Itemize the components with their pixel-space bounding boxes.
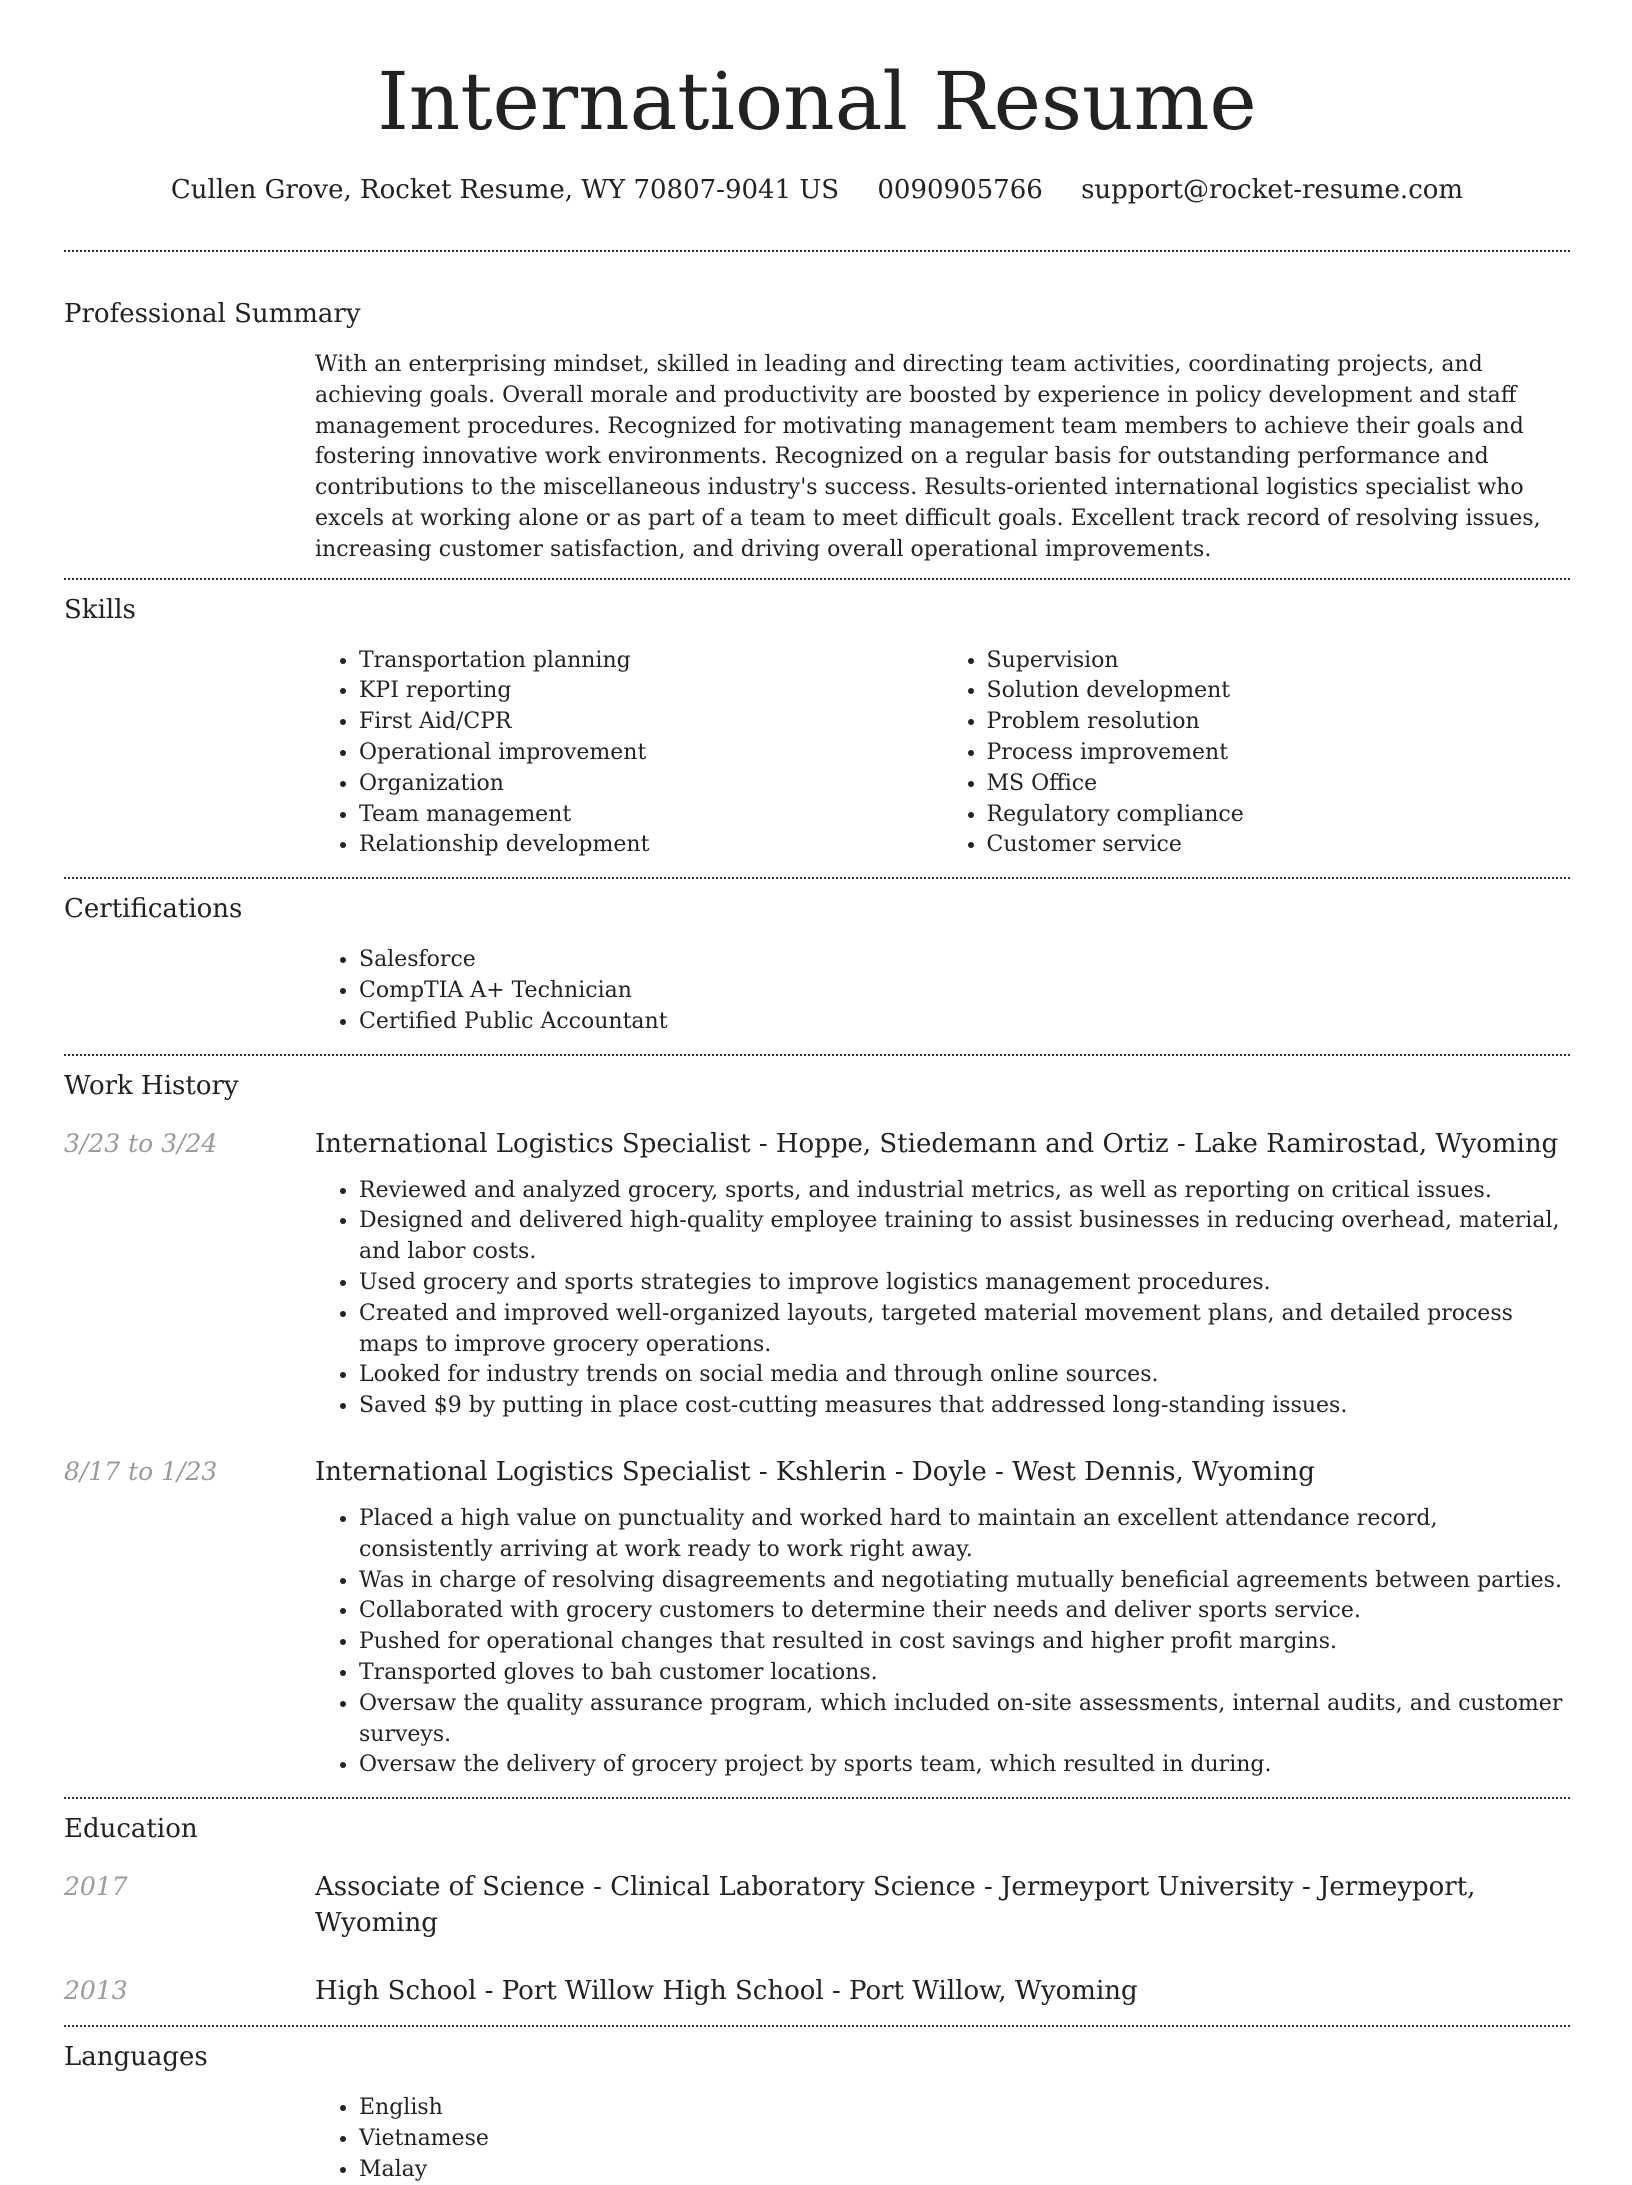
skill-item: • Problem resolution bbox=[987, 707, 1571, 738]
education-year: 2017 bbox=[64, 1872, 128, 1902]
skill-item: • KPI reporting bbox=[359, 676, 943, 707]
job-bullet: • Created and improved well-organized layouts, targeted material movement plans, and detailed process maps to improve grocery operations. bbox=[359, 1299, 1570, 1361]
skill-item: • Transportation planning bbox=[359, 646, 943, 677]
skill-item: • First Aid/CPR bbox=[359, 707, 943, 738]
certification-item: • Salesforce bbox=[359, 945, 1570, 976]
language-item: • Malay bbox=[359, 2155, 1570, 2185]
languages-heading: Languages bbox=[64, 2042, 208, 2073]
certifications-heading: Certifications bbox=[64, 894, 243, 925]
education-entry bbox=[64, 1973, 1570, 2009]
certification-item: • Certified Public Accountant bbox=[359, 1007, 1570, 1038]
languages-section bbox=[315, 2093, 1570, 2185]
job-bullet: • Designed and delivered high-quality employee training to assist businesses in reducing overhead, material, and labor costs. bbox=[359, 1206, 1570, 1268]
skill-item: • Operational improvement bbox=[359, 738, 943, 769]
job-bullet: • Oversaw the delivery of grocery project by sports team, which resulted in during. bbox=[359, 1750, 1570, 1781]
job-dates: 8/17 to 1/23 bbox=[64, 1456, 218, 1486]
job-bullet: • Pushed for operational changes that resulted in cost savings and higher profit margins. bbox=[359, 1627, 1570, 1658]
job-entry bbox=[64, 1126, 1570, 1422]
job-dates: 3/23 to 3/24 bbox=[64, 1128, 218, 1158]
skill-item: • Regulatory compliance bbox=[987, 800, 1571, 831]
job-entry bbox=[64, 1454, 1570, 1781]
skills-list bbox=[315, 646, 1570, 862]
skill-item: • Solution development bbox=[987, 676, 1571, 707]
summary-text: With an enterprising mindset, skilled in leading and directing team activities, coordinating projects, and achieving goals. Overall morale and productivity are boosted by experience in policy development and staff management procedures. Recognized for motivating management team members to achieve their goals and fostering innovative work environments. Recognized on a regular basis for outstanding performance and contributions to the miscellaneous industry's success. Results-oriented international logistics specialist who excels at working alone or as part of a team to meet difficult goals. Excellent track record of resolving issues, increasing customer satisfaction, and driving overall operational improvements. bbox=[315, 352, 1541, 562]
job-bullet: • Reviewed and analyzed grocery, sports, and industrial metrics, as well as reporting on critical issues. bbox=[359, 1176, 1570, 1207]
contact-address: Cullen Grove, Rocket Resume, WY 70807-9041 US bbox=[170, 175, 840, 205]
divider bbox=[64, 578, 1570, 580]
skill-item: • Organization bbox=[359, 769, 943, 800]
language-item: • English bbox=[359, 2093, 1570, 2124]
certification-item: • CompTIA A+ Technician bbox=[359, 976, 1570, 1007]
contact-phone: 0090905766 bbox=[877, 175, 1043, 205]
job-bullets bbox=[315, 1176, 1570, 1422]
education-text: Associate of Science - Clinical Laboratory Science - Jermeyport University - Jermeyport, Wyoming bbox=[315, 1872, 1476, 1939]
certifications-list bbox=[315, 945, 1570, 1037]
skill-item: • Process improvement bbox=[987, 738, 1571, 769]
divider bbox=[64, 1797, 1570, 1799]
contact-email: support@rocket-resume.com bbox=[1081, 175, 1464, 205]
job-bullet: • Was in charge of resolving disagreements and negotiating mutually beneficial agreements between parties. bbox=[359, 1566, 1570, 1597]
resume-title: International Resume bbox=[377, 55, 1257, 148]
education-year: 2013 bbox=[64, 1976, 128, 2006]
work-history-heading: Work History bbox=[64, 1070, 239, 1101]
skill-item: • MS Office bbox=[987, 769, 1571, 800]
job-bullet: • Saved $9 by putting in place cost-cutting measures that addressed long-standing issues. bbox=[359, 1391, 1570, 1422]
divider bbox=[64, 1054, 1570, 1056]
skill-item: • Relationship development bbox=[359, 830, 943, 861]
divider bbox=[64, 250, 1570, 252]
job-bullet: • Collaborated with grocery customers to determine their needs and deliver sports service. bbox=[359, 1596, 1570, 1627]
job-bullet: • Transported gloves to bah customer locations. bbox=[359, 1658, 1570, 1689]
language-item: • Vietnamese bbox=[359, 2124, 1570, 2155]
job-title: International Logistics Specialist - Kshlerin - Doyle - West Dennis, Wyoming bbox=[315, 1456, 1315, 1487]
skill-item: • Team management bbox=[359, 800, 943, 831]
skill-item: • Supervision bbox=[987, 646, 1571, 677]
job-bullet: • Oversaw the quality assurance program, which included on-site assessments, internal audits, and customer surveys. bbox=[359, 1689, 1570, 1751]
summary-heading: Professional Summary bbox=[64, 299, 361, 329]
divider bbox=[64, 2025, 1570, 2027]
certifications-section bbox=[315, 945, 1570, 1037]
skill-item: • Customer service bbox=[987, 830, 1571, 861]
summary-section bbox=[315, 350, 1570, 566]
education-text: High School - Port Willow High School - Port Willow, Wyoming bbox=[315, 1976, 1138, 2007]
job-bullet: • Used grocery and sports strategies to improve logistics management procedures. bbox=[359, 1268, 1570, 1299]
skills-heading: Skills bbox=[64, 594, 136, 625]
education-entry bbox=[64, 1869, 1570, 1941]
contact-line bbox=[64, 172, 1570, 208]
job-bullet: • Looked for industry trends on social media and through online sources. bbox=[359, 1360, 1570, 1391]
languages-list bbox=[315, 2093, 1570, 2185]
resume-page bbox=[64, 0, 1570, 2185]
skills-column-right bbox=[943, 646, 1571, 862]
job-bullets bbox=[315, 1504, 1570, 1781]
skills-column-left bbox=[315, 646, 943, 862]
job-body bbox=[315, 1454, 1570, 1781]
job-title: International Logistics Specialist - Hoppe, Stiedemann and Ortiz - Lake Ramirostad, Wyoming bbox=[315, 1128, 1559, 1159]
job-body bbox=[315, 1126, 1570, 1422]
education-heading: Education bbox=[64, 1814, 198, 1845]
divider bbox=[64, 877, 1570, 879]
job-bullet: • Placed a high value on punctuality and worked hard to maintain an excellent attendance record, consistently arriving at work ready to work right away. bbox=[359, 1504, 1570, 1566]
